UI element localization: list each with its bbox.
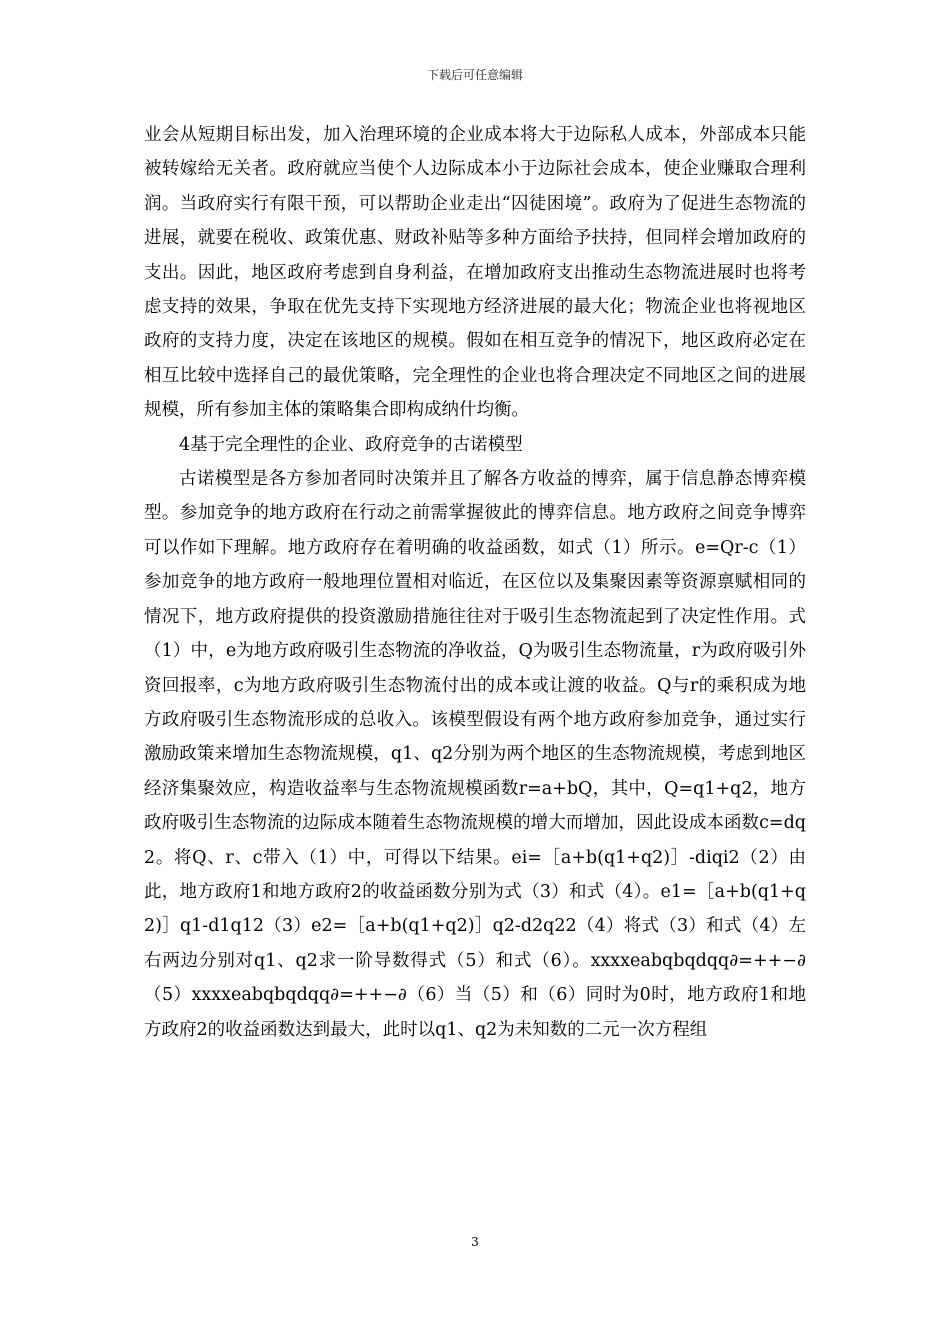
body-text: [144, 118, 806, 1047]
page-number: 3: [471, 1235, 479, 1249]
paragraph-continued: 业会从短期目标出发，加入治理环境的企业成本将大于边际私人成本，外部成本只能被转嫁给无关者。政府就应当使个人边际成本小于边际社会成本，使企业赚取合理利润。当政府实行有限干预，可以帮助企业走出“囚徒困境”。政府为了促进生态物流的进展，就要在税收、政策优惠、财政补贴等多种方面给予扶持，但同样会增加政府的支出。因此，地区政府考虑到自身利益，在增加政府支出推动生态物流进展时也将考虑支持的效果，争取在优先支持下实现地方经济进展的最大化；物流企业也将视地区政府的支持力度，决定在该地区的规模。假如在相互竞争的情况下，地区政府必定在相互比较中选择自己的最优策略，完全理性的企业也将合理决定不同地区之间的进展规模，所有参加主体的策略集合即构成纳什均衡。: [144, 125, 806, 421]
paragraph-cournot-model: 古诺模型是各方参加者同时决策并且了解各方收益的博弈，属于信息静态博弈模型。参加竞争的地方政府在行动之前需掌握彼此的博弈信息。地方政府之间竞争博弈可以作如下理解。地方政府存在着明确的收益函数，如式（1）所示。e=Qr-c（1）参加竞争的地方政府一般地理位置相对临近，在区位以及集聚因素等资源禀赋相同的情况下，地方政府提供的投资激励措施往往对于吸引生态物流起到了决定性作用。式（1）中，e为地方政府吸引生态物流的净收益，Q为吸引生态物流量，r为政府吸引外资回报率，c为地方政府吸引生态物流付出的成本或让渡的收益。Q与r的乘积成为地方政府吸引生态物流形成的总收入。该模型假设有两个地方政府参加竞争，通过实行激励政策来增加生态物流规模，q1、q2分别为两个地区的生态物流规模，考虑到地区经济集聚效应，构造收益率与生态物流规模函数r=a+bQ，其中，Q=q1+q2，地方政府吸引生态物流的边际成本随着生态物流规模的增大而增加，因此设成本函数c=dq2。将Q、r、c带入（1）中，可得以下结果。ei=［a+b(q1+q2)］-diqi2（2）由此，地方政府1和地方政府2的收益函数分别为式（3）和式（4）。e1=［a+b(q1+q2)］q1-d1q12（3）e2=［a+b(q1+q2)］q2-d2q22（4）将式（3）和式（4）左右两边分别对q1、q2求一阶导数得式（5）和式（6）。xxxxeabqbqdqq∂=++−∂（5）xxxxeabqbqdqq∂=++−∂（6）当（5）和（6）同时为0时，地方政府1和地方政府2的收益函数达到最大，此时以q1、q2为未知数的二元一次方程组: [144, 469, 806, 1040]
section-heading: 4基于完全理性的企业、政府竞争的古诺模型: [179, 434, 523, 455]
running-header: 下载后可任意编辑: [426, 68, 523, 82]
